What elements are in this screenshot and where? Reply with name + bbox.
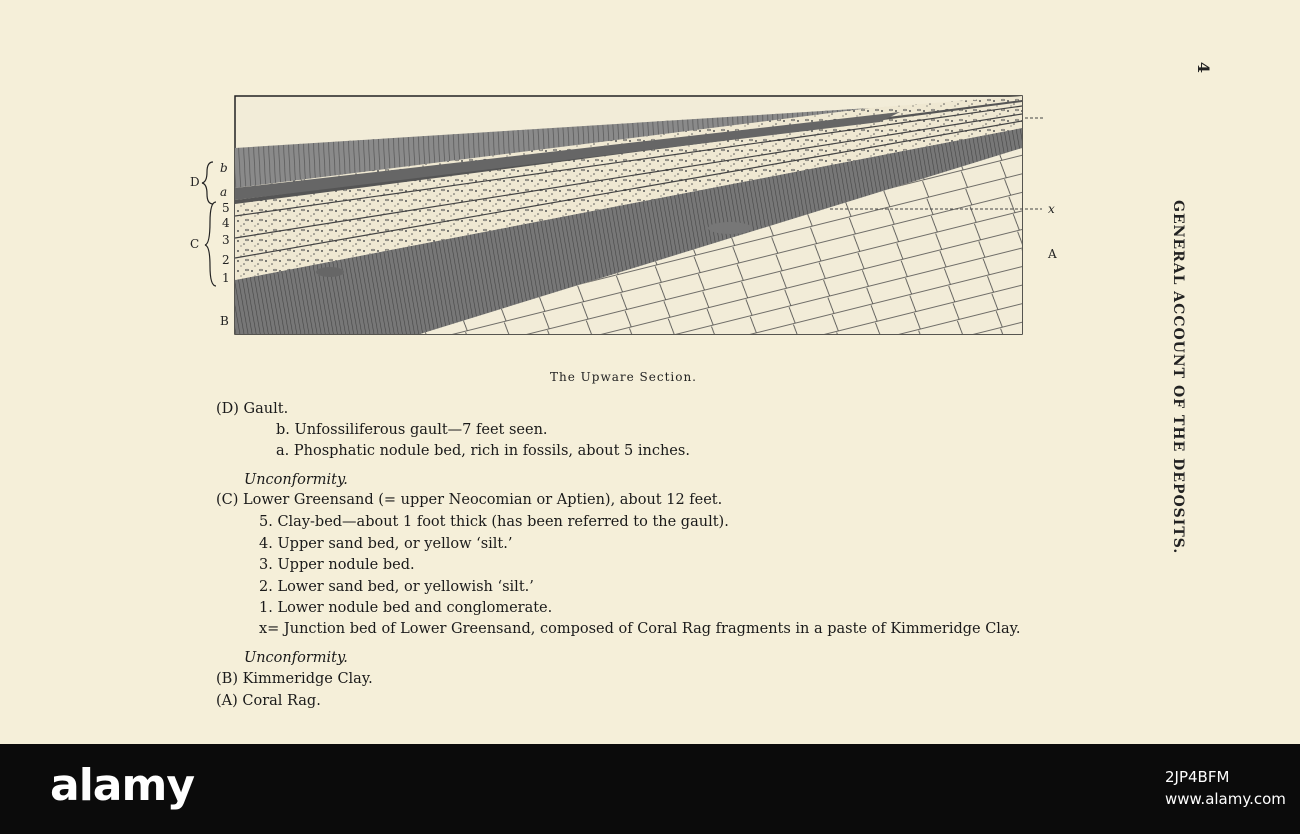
kimmeridge-heading: (B) Kimmeridge Clay.: [216, 671, 373, 687]
greensand-item-1: 1. Lower nodule bed and conglomerate.: [259, 600, 553, 616]
greensand-item-3: 3. Upper nodule bed.: [259, 557, 415, 573]
unconformity-label: Unconformity.: [244, 472, 348, 488]
gault-heading: (D) Gault.: [216, 401, 289, 417]
gault-item-a: a. Phosphatic nodule bed, rich in fossils, about 5 inches.: [276, 443, 690, 459]
greensand-item-4: 4. Upper sand bed, or yellow ‘silt.’: [259, 536, 513, 552]
label-a: a: [220, 185, 228, 199]
greensand-item-2: 2. Lower sand bed, or yellowish ‘silt.’: [259, 579, 534, 595]
brace-d: [202, 162, 213, 204]
gault-item-b: b. Unfossiliferous gault—7 feet seen.: [276, 422, 548, 438]
label-4: 4: [222, 216, 230, 230]
nodule: [316, 267, 344, 277]
unconformity-label: Unconformity.: [244, 650, 348, 666]
label-5: 5: [222, 201, 230, 215]
brace-c: [205, 202, 216, 286]
label-a-rag: A: [1048, 247, 1057, 261]
figure-caption: The Upware Section.: [550, 370, 697, 384]
greensand-item-x: x= Junction bed of Lower Greensand, composed of Coral Rag fragments in a paste of Kimmeridge Clay.: [259, 621, 1021, 637]
coral-rag-heading: (A) Coral Rag.: [216, 693, 321, 709]
label-x: x: [1048, 202, 1055, 216]
site-url: www.alamy.com: [1165, 790, 1286, 808]
label-1: 1: [222, 271, 230, 285]
nodule: [708, 222, 752, 234]
watermark-bar: [0, 744, 1300, 834]
greensand-item-5: 5. Clay-bed—about 1 foot thick (has been referred to the gault).: [259, 514, 729, 530]
label-c: C: [190, 237, 200, 251]
page-number: 4: [1194, 61, 1214, 74]
section-drawing: [180, 88, 1080, 348]
watermark-logo: alamy: [50, 760, 194, 811]
label-d: D: [190, 175, 200, 189]
running-heading: GENERAL ACCOUNT OF THE DEPOSITS.: [1170, 200, 1186, 555]
greensand-heading: (C) Lower Greensand (= upper Neocomian or Aptien), about 12 feet.: [216, 492, 723, 508]
label-b-clay: B: [220, 314, 229, 328]
label-3: 3: [222, 233, 230, 247]
image-id: 2JP4BFM: [1165, 768, 1230, 786]
label-b: b: [220, 161, 228, 175]
watermark-ids: [1165, 766, 1286, 810]
label-2: 2: [222, 253, 230, 267]
geological-section-figure: [180, 88, 1080, 348]
